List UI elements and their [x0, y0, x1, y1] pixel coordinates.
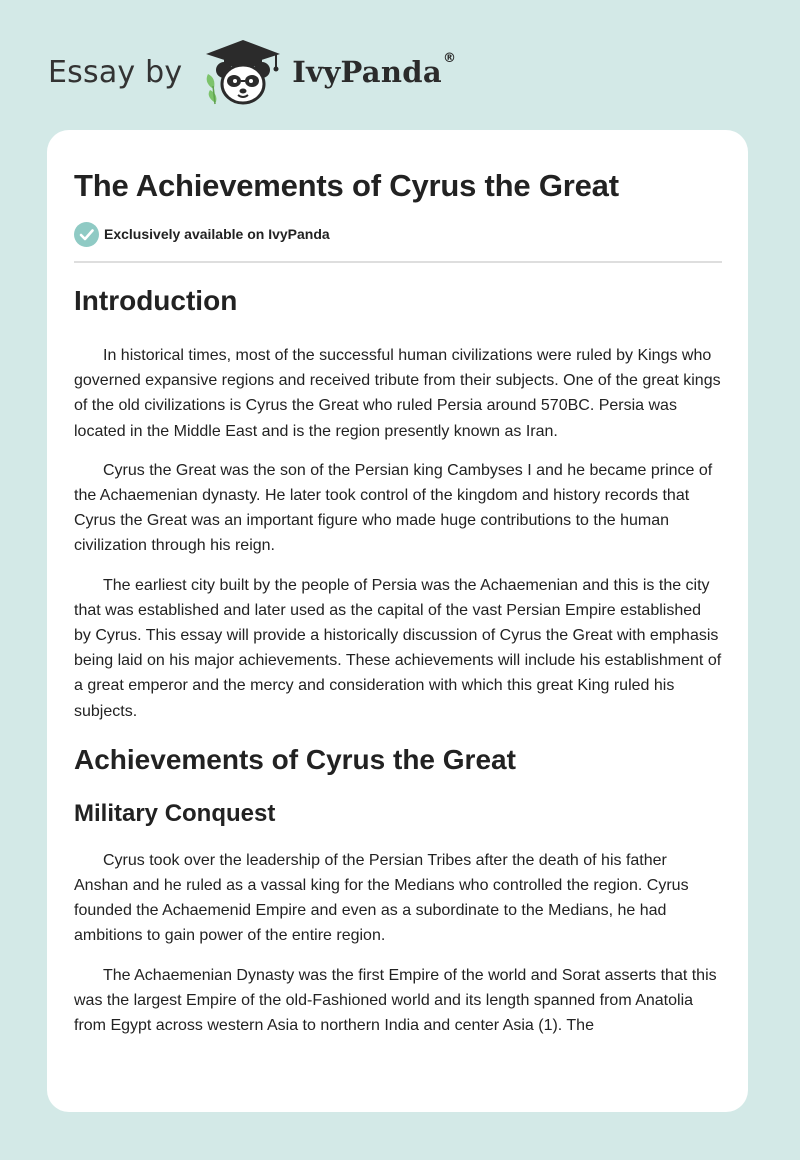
- essay-title: The Achievements of Cyrus the Great: [74, 168, 619, 203]
- paragraph: Cyrus took over the leadership of the Persian Tribes after the death of his father Anshan and he ruled as a vassal king for the Medians who controlled the region. Cyrus founded the Achaemenid Empire and even as a subordinate to the Medians, he had ambitions to gain power of the entire region.: [74, 851, 689, 945]
- exclusive-label: Exclusively available on IvyPanda: [104, 226, 330, 242]
- title-divider: [74, 261, 722, 263]
- essay-by-label: Essay by: [48, 54, 183, 90]
- introduction-section: [74, 283, 722, 724]
- paragraph: Cyrus the Great was the son of the Persian king Cambyses I and he became prince of the Achaemenian dynasty. He later took control of the kingdom and history records that Cyrus the Great was an important figure who made huge contributions to the human civilization through his reign.: [74, 461, 713, 555]
- paragraph: In historical times, most of the successful human civilizations were ruled by Kings who governed expansive regions and received tribute from their subjects. One of the great kings of the old civilizations is Cyrus the Great who ruled Persia around 570BC. Persia was located in the Middle East and is the region presently known as Iran.: [74, 347, 721, 440]
- registered-mark: ®: [442, 51, 457, 66]
- introduction-heading: Introduction: [74, 285, 238, 316]
- essay-card: [47, 130, 748, 1112]
- paragraph: The earliest city built by the people of Persia was the Achaemenian and this is the city that was established and later used as the capital of the vast Persian Empire established by Cyrus. This essay will provide a historically discussion of Cyrus the Great with emphasis being laid on his major achievements. These achievements will include his establishment of a great emperor and the mercy and consideration with which this great King ruled his subjects.: [74, 576, 722, 720]
- paragraph: The Achaemenian Dynasty was the first Empire of the world and Sorat asserts that this was the largest Empire of the old-Fashioned world and its length spanned from Anatolia from Egypt across western Asia to northern India and center Asia (1). The: [74, 966, 717, 1035]
- achievements-heading: Achievements of Cyrus the Great: [74, 743, 516, 775]
- military-conquest-heading: Military Conquest: [74, 799, 276, 827]
- exclusive-badge: [74, 221, 722, 247]
- brand-name: IvyPanda®: [292, 51, 457, 89]
- achievements-section: [74, 742, 722, 1038]
- panda-graduate-icon[interactable]: [200, 36, 286, 108]
- check-circle-icon: [74, 222, 99, 247]
- site-header: [48, 36, 456, 108]
